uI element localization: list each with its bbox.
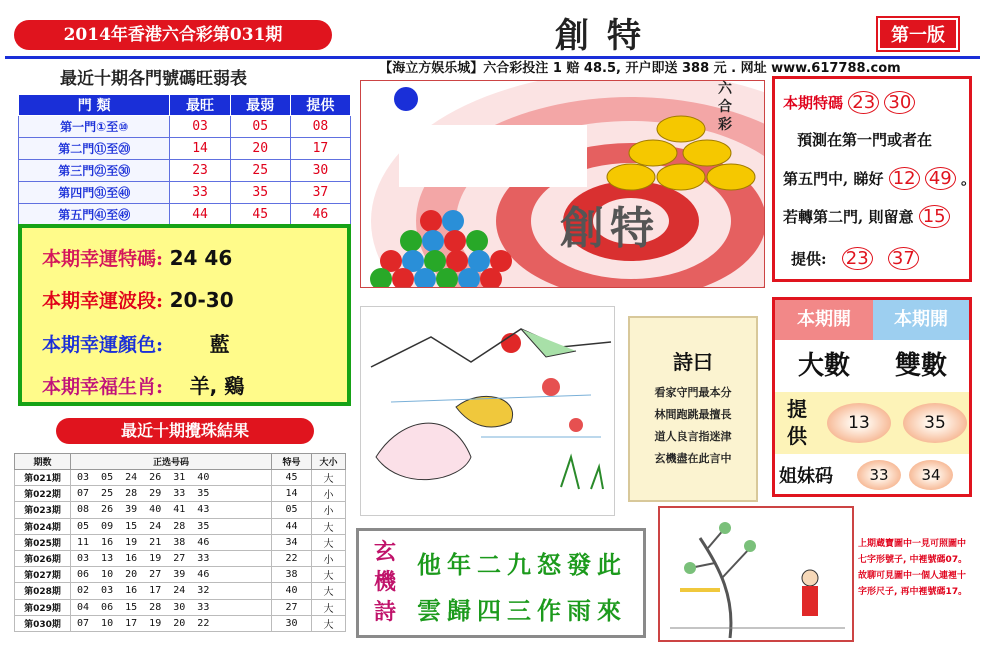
draw-numbers: 08 26 39 40 41 43 [71,502,272,518]
door-name: 第二門⑪至⑳ [19,138,170,160]
edition-badge: 第一版 [878,18,958,50]
door-tip: 08 [290,116,350,138]
special-line-2-text: 第五門中, 睇好 [783,170,884,188]
special-code-label: 本期特碼 [783,94,844,112]
special-number: 22 [272,550,312,566]
lucky-special-value: 24 46 [169,246,233,270]
lucky-zodiac-value: 羊, 鷄 [189,374,245,398]
table-row [15,550,346,566]
special-number: 38 [272,567,312,583]
table-row [15,470,346,486]
lucky-color-label: 本期幸運顏色: [42,334,164,356]
note-line: 上期蔵寶圖中一見可照圖中 [858,539,967,549]
xuanji-line-2: 雲歸四三作雨來 [417,596,627,625]
door-name: 第一門①至⑩ [19,116,170,138]
period: 第027期 [15,567,71,583]
target-rings-graphic [361,81,765,288]
size: 大 [312,599,346,615]
period: 第023期 [15,502,71,518]
special-number: 34 [272,534,312,550]
lucky-box [18,224,351,406]
door-max: 14 [170,138,230,160]
size: 大 [312,518,346,534]
page-title: 創特 [555,16,659,56]
door-min: 25 [230,160,290,182]
draw-numbers: 07 10 17 19 20 22 [71,615,272,631]
special-code: 23 [842,247,873,270]
size: 大 [312,583,346,599]
poem-line: 玄機盡在此言中 [654,452,732,465]
door-min: 35 [230,182,290,204]
size: 大 [312,470,346,486]
table-row [15,518,346,534]
period: 第025期 [15,534,71,550]
forecast-value-1: 大數 [797,351,850,381]
sister-number: 33 [857,460,901,490]
xuanji-label: 玄機詩 [373,539,396,625]
door-min: 20 [230,138,290,160]
special-panel [772,76,976,282]
door-tip: 30 [290,160,350,182]
draw-numbers: 11 16 19 21 38 46 [71,534,272,550]
lucky-wave-row [42,286,234,313]
size: 大 [312,567,346,583]
door-max: 03 [170,116,230,138]
lucky-zodiac-label: 本期幸福生肖: [42,376,164,398]
door-header-min: 最弱 [230,95,290,116]
draw-numbers: 07 25 28 29 33 35 [71,486,272,502]
door-max: 23 [170,160,230,182]
special-line-2-end: 。 [960,170,976,188]
special-number: 27 [272,599,312,615]
special-provide-label: 提供: [791,250,827,268]
size: 大 [312,615,346,631]
lucky-special-label: 本期幸運特碼: [42,248,164,270]
note-line: 故聊可見圖中一個人連裡十 [858,571,967,581]
forecast-header-2: 本期開 [873,300,969,340]
door-table-title: 最近十期各門號碼旺弱表 [60,69,247,88]
special-number: 30 [272,615,312,631]
special-code-row [783,91,915,114]
special-line-3 [783,205,950,228]
draw-numbers: 05 09 15 24 28 35 [71,518,272,534]
size: 小 [312,486,346,502]
door-min: 45 [230,204,290,226]
period: 第029期 [15,599,71,615]
period: 第028期 [15,583,71,599]
draw-numbers: 03 05 24 26 31 40 [71,470,272,486]
draw-forecast-panel [772,297,972,497]
lucky-color-row [42,328,230,357]
results-header-period: 期数 [15,454,71,470]
special-line-3-text: 若轉第二門, 則留意 [783,208,914,226]
center-title: 創特 [560,203,660,254]
table-row [15,599,346,615]
offer-row [775,392,969,454]
door-table [18,94,351,226]
special-number: 05 [272,502,312,518]
poem-line: 道人良言指迷津 [654,430,732,443]
treasure-map-illustration [658,506,854,642]
xuanji-line-1: 他年二九怒發此 [417,550,627,579]
sister-label: 姐妹码 [779,466,833,487]
door-row [19,204,351,226]
draw-numbers: 02 03 16 17 24 32 [71,583,272,599]
door-row [19,182,351,204]
table-row [15,583,346,599]
sister-number: 34 [909,460,953,490]
lucky-color-value: 藍 [209,332,230,356]
poem-line: 看家守門最本分 [654,386,732,399]
door-max: 33 [170,182,230,204]
door-row [19,160,351,182]
door-tip: 46 [290,204,350,226]
poem-line: 林間跑跳最擅長 [654,408,732,421]
special-line-2 [783,167,976,190]
offer-number: 13 [827,403,891,443]
lucky-special-row [42,244,232,271]
special-code: 30 [884,91,915,114]
door-row [19,116,351,138]
results-header-size: 大小 [312,454,346,470]
door-tip: 17 [290,138,350,160]
ad-banner[interactable]: 【海立方娱乐城】六合彩投注 1 赔 48.5, 开户即送 388 元 . 网址 www.617788.com [340,59,940,81]
special-line-1: 預測在第一門或者在 [797,131,933,149]
dragon-scene-illustration [360,306,615,516]
table-row [15,567,346,583]
size: 大 [312,534,346,550]
special-code: 37 [888,247,919,270]
door-name: 第五門㊶至㊾ [19,204,170,226]
forecast-header-1: 本期開 [775,300,873,340]
door-tip: 37 [290,182,350,204]
forecast-value-2: 雙數 [894,351,947,381]
xuanji-poem-panel [356,528,646,638]
results-title: 最近十期攪珠結果 [56,418,314,444]
offer-label: 提供 [787,397,807,448]
special-code: 15 [919,205,950,228]
special-number: 40 [272,583,312,599]
table-row [15,534,346,550]
table-row [15,486,346,502]
size: 小 [312,550,346,566]
note-line: 七字形號子, 中裡號碼07。 [858,555,968,565]
door-header-tip: 提供 [290,95,350,116]
special-code: 12 [889,167,920,190]
draw-numbers: 04 06 15 28 30 33 [71,599,272,615]
period: 第022期 [15,486,71,502]
period: 第030期 [15,615,71,631]
door-name: 第三門㉑至㉚ [19,160,170,182]
poem-scroll [628,316,758,502]
table-row [15,502,346,518]
draw-numbers: 03 13 16 19 27 33 [71,550,272,566]
center-graphic [360,80,765,288]
draw-numbers: 06 10 20 27 39 46 [71,567,272,583]
results-table [14,453,346,632]
results-header-nums: 正选号码 [71,454,272,470]
special-number: 45 [272,470,312,486]
door-header-type: 門 類 [19,95,170,116]
door-name: 第四門㉛至㊵ [19,182,170,204]
issue-title: 2014年香港六合彩第031期 [14,20,332,50]
special-code: 49 [925,167,956,190]
lucky-zodiac-row [42,370,244,399]
lucky-wave-value: 20-30 [169,288,234,312]
poem-title: 詩曰 [673,350,713,374]
door-max: 44 [170,204,230,226]
special-number: 44 [272,518,312,534]
door-header-max: 最旺 [170,95,230,116]
offer-number: 35 [903,403,967,443]
size: 小 [312,502,346,518]
last-issue-note [858,536,978,600]
door-row [19,138,351,160]
lucky-wave-label: 本期幸運波段: [42,290,164,312]
table-row [15,615,346,631]
period: 第026期 [15,550,71,566]
note-line: 字形尺子, 再中裡號碼17。 [858,587,968,597]
period: 第024期 [15,518,71,534]
special-code: 23 [848,91,879,114]
results-header-special: 特号 [272,454,312,470]
door-min: 05 [230,116,290,138]
sister-row [775,458,969,494]
special-provide-row [791,247,919,270]
lhc-label: 六合彩 [718,81,732,133]
period: 第021期 [15,470,71,486]
special-number: 14 [272,486,312,502]
